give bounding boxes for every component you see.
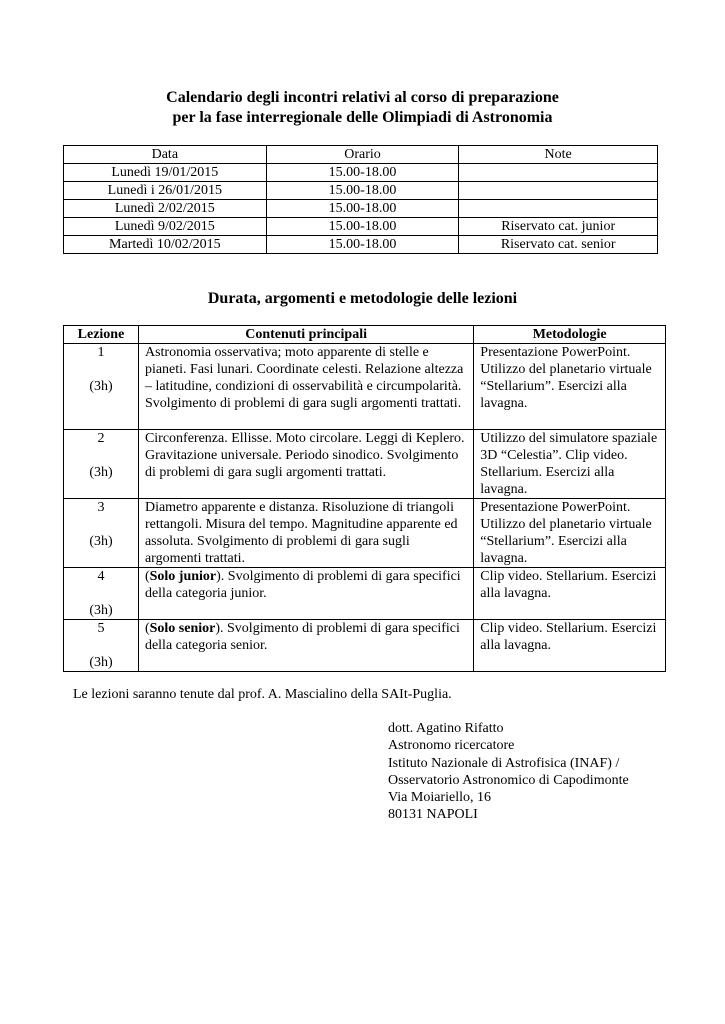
- schedule-header-notes: Note: [459, 146, 658, 164]
- lesson-duration: (3h): [89, 379, 113, 394]
- schedule-time: 15.00-18.00: [266, 218, 459, 236]
- schedule-time: 15.00-18.00: [266, 182, 459, 200]
- signature-line: Istituto Nazionale di Astrofisica (INAF) /: [388, 755, 620, 771]
- lesson-content-text: Circonferenza. Ellisse. Moto circolare. Leggi di Keplero. Gravitazione universale. Periodo sinodico. Svolgimento di problemi di gara sugli argomenti trattati.: [144, 431, 465, 480]
- lessons-header-content: Contenuti principali: [138, 326, 473, 344]
- lesson-row: [64, 499, 666, 568]
- schedule-time: 15.00-18.00: [266, 164, 459, 182]
- lesson-duration: (3h): [89, 534, 113, 549]
- schedule-row: [64, 164, 658, 182]
- signature-line: Osservatorio Astronomico di Capodimonte: [388, 772, 629, 788]
- schedule-note: [459, 200, 658, 218]
- lesson-number: 1: [97, 345, 105, 360]
- lesson-content: [138, 430, 473, 499]
- schedule-date: Lunedì i 26/01/2015: [64, 182, 267, 200]
- lesson-method: Clip video. Stellarium. Esercizi alla lavagna.: [474, 568, 666, 620]
- lesson-number-cell: [64, 430, 139, 499]
- lesson-number-cell: [64, 620, 139, 672]
- lesson-content: (Solo junior). Svolgimento di problemi di gara specifici della categoria junior.: [138, 568, 473, 620]
- lesson-duration: (3h): [89, 465, 113, 480]
- lesson-number: 5: [97, 621, 105, 636]
- schedule-note: Riservato cat. junior: [459, 218, 658, 236]
- signature-line: 80131 NAPOLI: [388, 807, 478, 823]
- signature-line: dott. Agatino Rifatto: [388, 721, 504, 736]
- lesson-content: [138, 344, 473, 430]
- lesson-row: [64, 430, 666, 499]
- signature-line: Astronomo ricercatore: [388, 738, 515, 754]
- lesson-number: 3: [97, 500, 105, 515]
- schedule-header-row: [64, 146, 658, 164]
- lesson-content: (Solo senior). Svolgimento di problemi di gara specifici della categoria senior.: [138, 620, 473, 672]
- lesson-content-bold: Solo junior: [149, 569, 217, 584]
- lesson-duration: (3h): [89, 603, 113, 618]
- lessons-table: [63, 325, 666, 672]
- signature-block: [388, 720, 629, 824]
- schedule-date: Martedì 10/02/2015: [64, 236, 267, 254]
- schedule-date: Lunedì 9/02/2015: [64, 218, 267, 236]
- lessons-header-row: [64, 326, 666, 344]
- schedule-date: Lunedì 2/02/2015: [64, 200, 267, 218]
- schedule-date: Lunedì 19/01/2015: [64, 164, 267, 182]
- lesson-method: Presentazione PowerPoint. Utilizzo del planetario virtuale “Stellarium”. Esercizi alla lavagna.: [474, 499, 666, 568]
- lesson-number: 2: [97, 431, 105, 446]
- lesson-content-text: Astronomia osservativa; moto apparente di stelle e pianeti. Fasi lunari. Coordinate celesti. Relazione altezza – latitudine, condizioni di osservabilità e circumpolarità. Svolgimento di problemi di gara sugli argomenti trattati.: [144, 345, 464, 411]
- lesson-duration: (3h): [89, 655, 113, 670]
- lesson-number-cell: [64, 568, 139, 620]
- schedule-note: [459, 182, 658, 200]
- schedule-row: [64, 236, 658, 254]
- schedule-note: Riservato cat. senior: [459, 236, 658, 254]
- document-title-line1: Calendario degli incontri relativi al corso di preparazione: [166, 89, 559, 106]
- lesson-row: [64, 568, 666, 620]
- schedule-row: [64, 218, 658, 236]
- lesson-number: 4: [97, 569, 105, 584]
- schedule-row: [64, 182, 658, 200]
- lesson-number-cell: [64, 344, 139, 430]
- schedule-time: 15.00-18.00: [266, 236, 459, 254]
- schedule-time: 15.00-18.00: [266, 200, 459, 218]
- schedule-header-time: Orario: [266, 146, 459, 164]
- signature-line: Via Moiariello, 16: [388, 790, 491, 806]
- lesson-method: Clip video. Stellarium. Esercizi alla lavagna.: [474, 620, 666, 672]
- lesson-number-cell: [64, 499, 139, 568]
- lesson-row: [64, 620, 666, 672]
- schedule-row: [64, 200, 658, 218]
- lesson-method: Utilizzo del simulatore spaziale 3D “Celestia”. Clip video. Stellarium. Esercizi alla lavagna.: [474, 430, 666, 499]
- lesson-method: Presentazione PowerPoint. Utilizzo del planetario virtuale “Stellarium”. Esercizi alla lavagna.: [474, 344, 666, 430]
- lesson-row: [64, 344, 666, 430]
- lesson-content-text: Diametro apparente e distanza. Risoluzione di triangoli rettangoli. Misura del tempo. Magnitudine apparente ed assoluta. Svolgimento di problemi di gara sugli argomenti trattati.: [144, 500, 458, 566]
- lessons-header-method: Metodologie: [474, 326, 666, 344]
- schedule-note: [459, 164, 658, 182]
- schedule-table: [63, 145, 658, 254]
- lesson-content-text: ). Svolgimento di problemi di gara specifici della categoria junior.: [144, 569, 461, 601]
- lesson-content-text: ). Svolgimento di problemi di gara specifici della categoria senior.: [144, 621, 460, 653]
- schedule-header-date: Data: [64, 146, 267, 164]
- section-title-lessons: Durata, argomenti e metodologie delle lezioni: [207, 290, 518, 307]
- footer-note: Le lezioni saranno tenute dal prof. A. Mascialino della SAIt-Puglia.: [73, 687, 452, 702]
- lesson-content: [138, 499, 473, 568]
- lessons-header-lesson: Lezione: [64, 326, 139, 344]
- lesson-content-bold: Solo senior: [149, 621, 216, 636]
- document-title-line2: per la fase interregionale delle Olimpiadi di Astronomia: [172, 109, 553, 126]
